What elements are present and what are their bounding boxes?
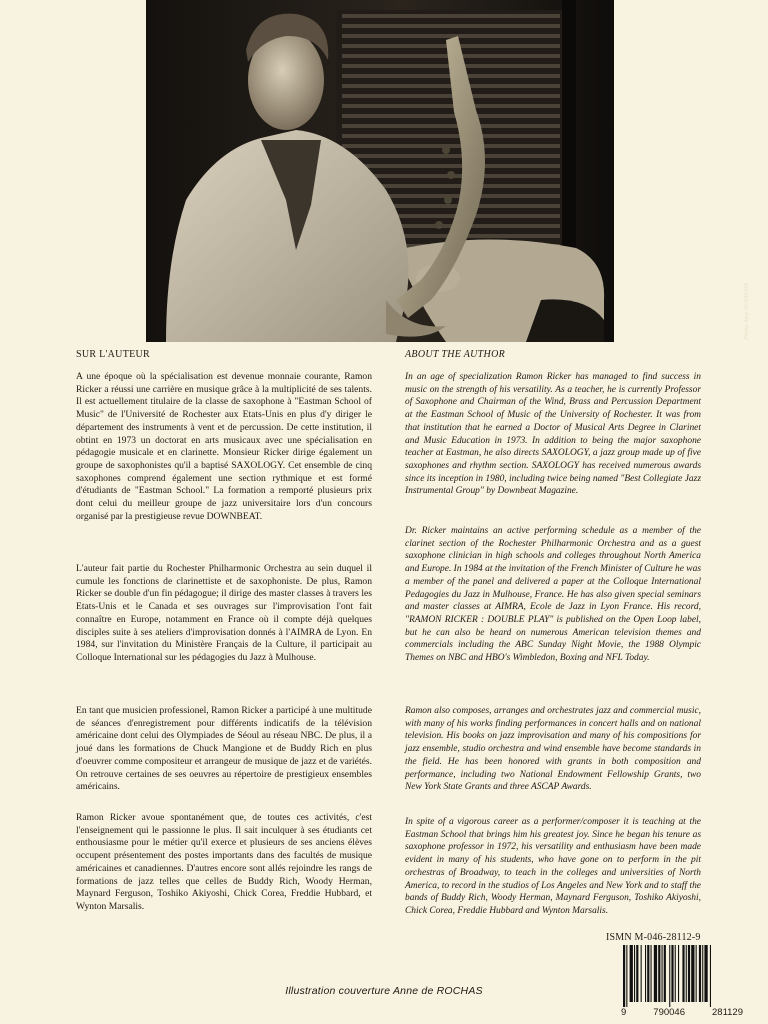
barcode-bar [710, 945, 711, 1007]
french-heading: SUR L'AUTEUR [76, 349, 151, 360]
english-heading: ABOUT THE AUTHOR [405, 349, 505, 360]
cover-illustration-credit: Illustration couverture Anne de ROCHAS [285, 985, 483, 997]
barcode-bar [626, 945, 627, 1007]
english-paragraph: In an age of specialization Ramon Ricker has managed to find success in music on the strength of his versatility. As a teacher, he is currently Professor of Saxophone and Chairman of the Wind, Brass and Percussion Department at the Eastman School of Music of the University of Rochester. It was from that institution that he earned a Doctor of Musical Arts Degree in Clarinet and Music Education in 1973. In addition to being the major saxophone teacher at Eastman, he also directs SAXOLOGY, a jazz group made up of five saxophones and rhythm section. SAXOLOGY has received numerous awards since its inception in 1980, including twice being named "Best Collegiate Jazz Instrumental Group" by Downbeat Magazine. [405, 372, 701, 497]
author-photo [146, 0, 750, 342]
barcode-digits [621, 1007, 743, 1018]
barcode-bar [623, 945, 625, 1007]
english-paragraph: In spite of a vigorous career as a performer/composer it is teaching at the Eastman School that brings him his greatest joy. Since he began his tenure as saxophone professor in 1972, his versatility and enthusiasm have been made evident in many of his students, who have gone on to perform in the pit orchestras of Broadway, to teach in the colleges and universities of North America, to record in the studios of Los Angeles and New York and to staff the bands of Buddy Rich, Woody Herman, Maynard Ferguson, Toshiko Akiyoshi, Chick Corea, Freddie Hubbard and Wynton Marsalis. [405, 817, 701, 916]
barcode-bars [621, 945, 743, 1007]
english-paragraph: Dr. Ricker maintains an active performing schedule as a member of the clarinet section of the Rochester Philharmonic Orchestra and as a guest saxophone clinician in high schools and colleges throughout North America and Europe. In 1984 at the invitation of the French Minister of Culture he was a member of the panel and delivered a paper at the Colloque International Pedagogies du Jazz in Mulhouse, France. He has also given special seminars and master classes at AIMRA, Ecole de Jazz in Lyon France. His record, "RAMON RICKER : DOUBLE PLAY" is published on the Open Loop label, but he can also be heard on numerous American television themes and commercials including the ABC Sunday Night Movie, the 1988 Olympic Themes on NBC and HBO's Wimbledon, Boxing and NFL Today. [405, 526, 701, 664]
barcode-digit-group: 281129 [712, 1007, 743, 1018]
english-paragraph: Ramon also composes, arranges and orchestrates jazz and commercial music, with many of his works finding performances in concert halls and on national television. His books on jazz improvisation and many of his compositions for jazz ensemble, studio orchestra and wind ensemble have become standards in the field. He has been honored with grants in both composition and performance, including two National Endowment Fellowship Grants, two New York State Grants and three ASCAP Awards. [405, 706, 701, 793]
barcode [621, 945, 743, 1018]
barcode-digit-group: 790046 [653, 1007, 685, 1018]
barcode-digit-group: 9 [621, 1007, 627, 1018]
french-paragraph: L'auteur fait partie du Rochester Philharmonic Orchestra au sein duquel il cumule les fonctions de clarinettiste et de saxophoniste. De plus, Ramon Ricker se double d'un fin pédagogue; il dirige des master classes à travers les Etats-Unis et le Canada et ses ouvrages sur l'improvisation l'ont fait connaître en Europe, notamment en France où il compte déjà quelques disciples suite à ses ateliers d'improvisation donnés à l'AIMRA de Lyon. En 1984, sur l'invitation du Ministère Français de la Culture, il participait au Colloque International sur les pédagogies du Jazz à Mulhouse. [76, 563, 372, 663]
barcode-bar [669, 945, 670, 1007]
french-paragraph: En tant que musicien professionel, Ramon Ricker a participé à une multitude de séances d'enregistrement pour différents indicatifs de la télévision américaine dont celui des Olympiades de Séoul au réseau NBC. De plus, il a joué dans les formations de Chuck Mangione et de Buddy Rich en plus d'oeuvrer comme compositeur et arrangeur de musique de jazz et de variétés. On retrouve certaines de ses oeuvres au répertoire de prestigieux ensembles américains. [76, 705, 372, 793]
french-paragraph: Ramon Ricker avoue spontanément que, de toutes ces activités, c'est l'enseignement qui le passionne le plus. Il sait inculquer à ses étudiants cet enthousiasme pour le métier qu'il exerce et plusieurs de ses anciens élèves occupent présentement des postes importants dans des facultés de musique américaines et canadiennes. D'autres encore sont allés rejoindre les rangs de formations de jazz telles que celles de Buddy Rich, Woody Herman, Maynard Ferguson, Toshiko Akiyoshi, Chick Corea, Freddie Hubbard, et Wynton Marsalis. [76, 812, 372, 912]
french-column [76, 349, 372, 912]
french-paragraph: A une époque où la spécialisation est devenue monnaie courante, Ramon Ricker a réussi une carrière en musique grâce à la multiplicité de ses talents. Il est actuellement titulaire de la classe de saxophone à "Eastman School of Music" de l'Université de Rochester aux Etats-Unis en plus d'y diriger le département des instruments à vent et de percussion. De cette institution, il obtint en 1973 un doctorat en arts musicaux avec une spécialisation en pédagogie musicale et en clarinette. Monsieur Ricker dirige également un groupe de saxophonistes qu'il a baptisé SAXOLOGY. Cet ensemble de cinq saxophones comprend également une section rythmique et est formé d'étudiants de "Eastman School." La formation a remporté plusieurs prix dont celui du meilleur groupe de jazz universitaire lors d'un concours organisé par la prestigieuse revue DOWNBEAT. [76, 371, 372, 522]
photo-credit: Photo Amy SCANLON [744, 282, 750, 340]
ismn-number: ISMN M-046-28112-9 [606, 932, 701, 943]
english-column [405, 349, 701, 916]
